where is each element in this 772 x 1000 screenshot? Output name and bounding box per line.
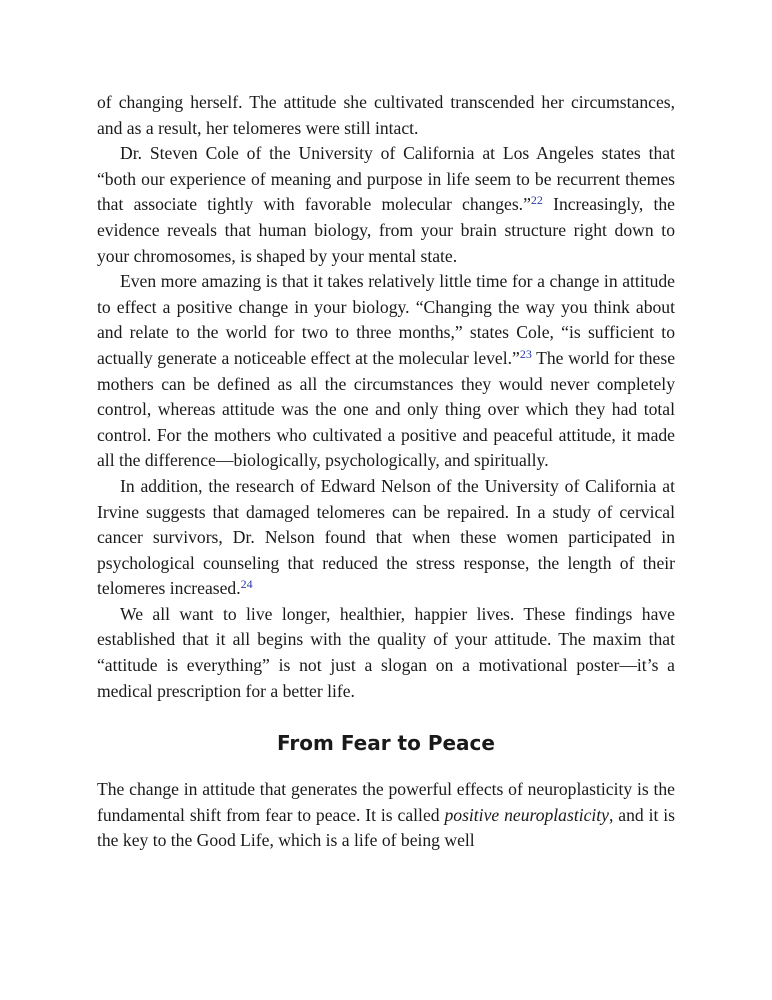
paragraph-text-after-footnote: Increasingly, the evidence reveals that human biology, from your brain structure right down to your chromosomes, is shaped by your mental state. [97,194,675,266]
footnote-reference-23[interactable]: 23 [519,346,532,361]
footnote-reference-24[interactable]: 24 [240,577,253,592]
book-page-body [97,90,675,854]
paragraph-text: In addition, the research of Edward Nelson of the University of California at Irvine suggests that damaged telomeres can be repaired. In a study of cervical cancer survivors, Dr. Nelson found that when these women participated in psychological counseling that reduced the stress response, the length of their telomeres increased. [97,475,675,599]
paragraph-steven-cole [97,141,675,269]
footnote-reference-22[interactable]: 22 [530,193,543,208]
paragraph-edward-nelson [97,474,675,602]
paragraph-live-longer [97,602,675,704]
paragraph-fear-to-peace [97,777,675,854]
emphasis-term: positive neuroplasticity [444,804,609,825]
paragraph-text: Dr. Steven Cole of the University of California at Los Angeles states that “both our experience of meaning and purpose in life seem to be recurrent themes that associate tightly with favorable molecular changes.” [97,143,675,215]
paragraph-text: We all want to live longer, healthier, happier lives. These findings have established that it all begins with the quality of your attitude. The maxim that “attitude is everything” is not just a slogan on a motivational poster—it’s a medical prescription for a better life. [97,603,675,701]
paragraph-text: Even more amazing is that it takes relatively little time for a change in attitude to effect a positive change in your biology. “Changing the way you think about and relate to the world for two to three months,” states Cole, “is sufficient to actually generate a noticeable effect at the molecular level.” [97,271,675,368]
section-heading: From Fear to Peace [277,731,495,756]
paragraph-attitude-change [97,269,675,474]
paragraph-text-after-emphasis: , and it is the key to the Good Life, which is a life of being well [97,804,676,851]
paragraph-continuation [97,90,675,141]
paragraph-text: of changing herself. The attitude she cultivated transcended her circumstances, and as a result, her telomeres were still intact. [97,92,675,138]
paragraph-text-after-footnote: The world for these mothers can be defined as all the circumstances they would never completely control, whereas attitude was the one and only thing over which they had total control. For the mothers who cultivated a positive and peaceful attitude, it made all the difference—biologically, psychologically, and spiritually. [97,347,676,471]
paragraph-text: The change in attitude that generates the powerful effects of neuroplasticity is the fundamental shift from fear to peace. It is called [97,779,675,825]
